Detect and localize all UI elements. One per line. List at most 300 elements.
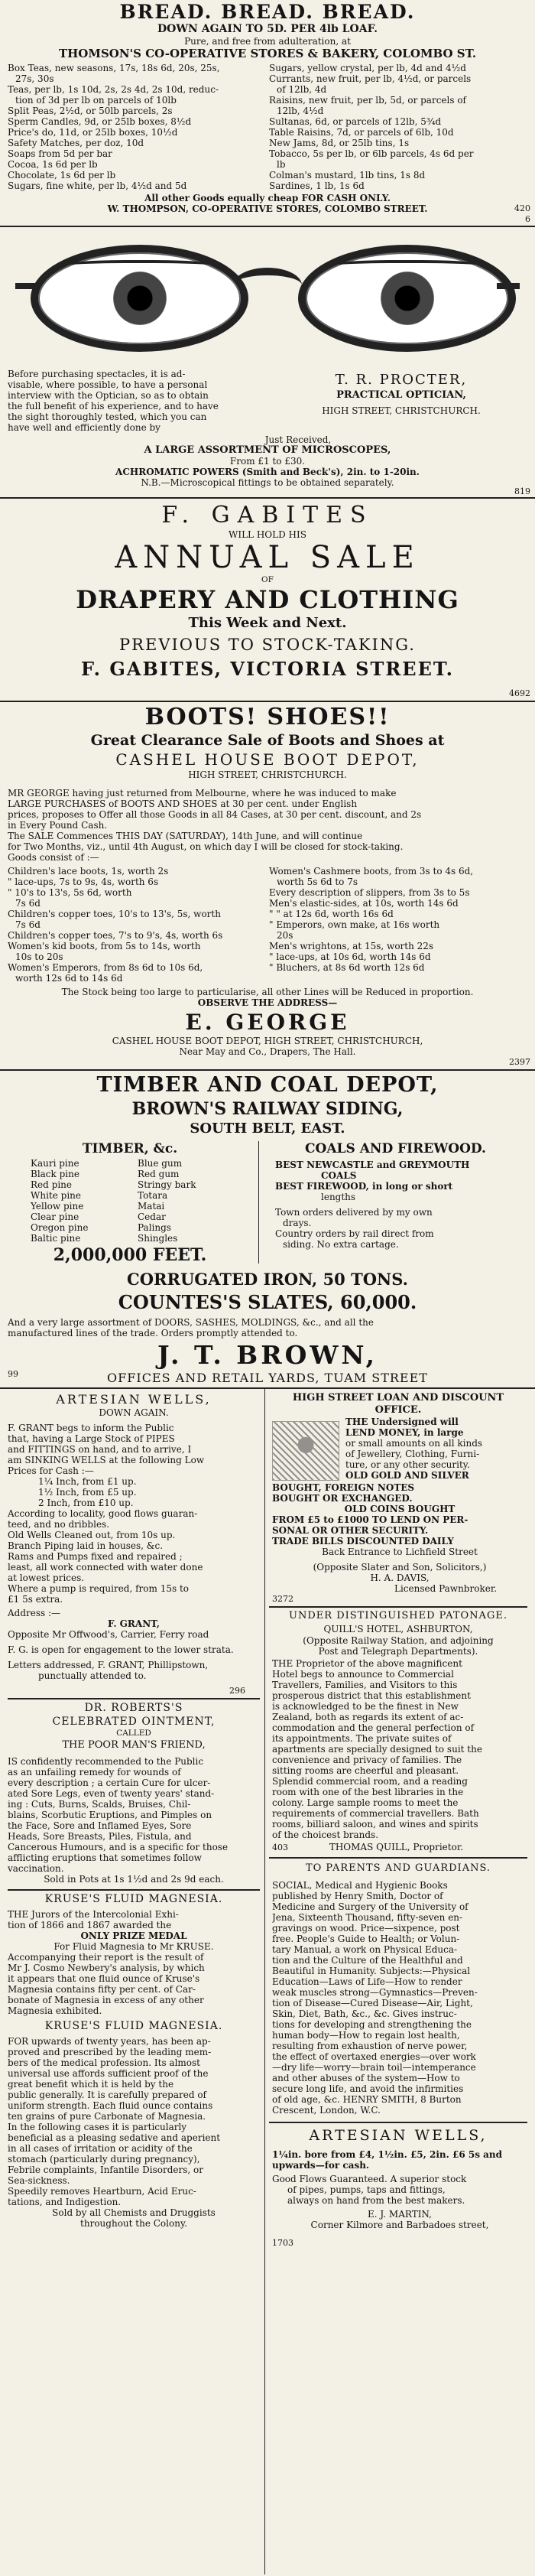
boots-address-2: Near May and Co., Drapers, The Hall. xyxy=(179,1046,356,1057)
text-line: am SINKING WELLS at the following Low xyxy=(8,1455,205,1465)
text-line: public generally. It is carefully prepared of xyxy=(8,2090,206,2100)
list-item: " Emperors, own make, at 16s worth xyxy=(269,919,440,930)
left-eye-icon xyxy=(31,245,248,352)
text-line: SOCIAL, Medical and Hygienic Books xyxy=(272,1880,448,1891)
boots-ref: 2397 xyxy=(509,1057,530,1067)
boots-right-list xyxy=(269,866,527,973)
text-line: Skin, Diet, Bath, &c., &c. Gives instruc- xyxy=(272,2008,457,2019)
list-item: Shingles xyxy=(138,1233,178,1244)
text-line: the effect of overtaxed energies—over work xyxy=(272,2051,476,2062)
text-line: bonate of Magnesia in excess of any other xyxy=(8,1995,204,2005)
address-label: Address :— xyxy=(8,1608,61,1618)
text-line: 1½ Inch, from £5 up. xyxy=(38,1487,137,1498)
gabites-week: This Week and Next. xyxy=(188,614,347,631)
text-line: OLD GOLD AND SILVER xyxy=(345,1470,469,1481)
ointment-title-2: CELEBRATED OINTMENT, xyxy=(52,1716,216,1728)
text-line: Hotel begs to announce to Commercial xyxy=(272,1669,454,1680)
text-line: Where a pump is required, from 15s to xyxy=(8,1583,189,1594)
magnesia-title-2: KRUSE'S FLUID MAGNESIA. xyxy=(44,2020,223,2032)
gabites-of: OF xyxy=(261,575,274,584)
list-item: Men's wrightons, at 15s, worth 22s xyxy=(269,941,434,951)
hotel-sign: THOMAS QUILL, Proprietor. xyxy=(329,1842,464,1852)
timber-offices: OFFICES AND RETAIL YARDS, TUAM STREET xyxy=(107,1371,428,1385)
text-line: lengths xyxy=(321,1192,356,1202)
text-line: Splendid commercial room, and a reading xyxy=(272,1776,468,1787)
text-line: IS confidently recommended to the Public xyxy=(8,1756,204,1767)
bread-footer-store: W. THOMPSON, CO-OPERATIVE STORES, COLOMBO STREET. xyxy=(107,203,428,214)
bread-right-list xyxy=(269,63,527,191)
text-line: least, all work connected with water done xyxy=(8,1562,203,1573)
pawnbroker-emblem-icon xyxy=(272,1421,339,1481)
text-line: Accompanying their report is the result of xyxy=(8,1952,204,1963)
gabites-previous: PREVIOUS TO STOCK-TAKING. xyxy=(119,635,416,654)
hotel-loc-2: Post and Telegraph Departments). xyxy=(318,1646,478,1657)
list-item: Safety Matches, per doz, 10d xyxy=(8,138,144,148)
optician-name: T. R. PROCTER, xyxy=(335,372,468,388)
list-item: Palings xyxy=(138,1222,171,1233)
text-line: Medicine and Surgery of the University of xyxy=(272,1901,469,1912)
bread-ad xyxy=(8,2,527,60)
text-line: of Jewellery, Clothing, Furni- xyxy=(345,1449,480,1459)
text-line: tary Manual, a work on Physical Educa- xyxy=(272,1944,458,1955)
text-line: in all cases of irritation or acidity of the xyxy=(8,2143,193,2154)
text-line: it appears that one fluid ounce of Kruse's xyxy=(8,1973,200,1984)
text-line: as an unfailing remedy for wounds of xyxy=(8,1767,181,1778)
text-line: human body—How to regain lost health, xyxy=(272,2030,460,2041)
boots-sign xyxy=(8,1010,527,1057)
list-item: Table Raisins, 7d, or parcels of 6lb, 10d xyxy=(269,127,454,138)
divider xyxy=(0,1387,535,1389)
divider xyxy=(8,1889,260,1891)
parents-title: TO PARENTS AND GUARDIANS. xyxy=(305,1862,491,1874)
bread-ref: 420 xyxy=(514,203,530,213)
loan-header xyxy=(269,1392,527,1416)
list-item: Stringy bark xyxy=(138,1179,196,1190)
list-item: Currants, new fruit, per lb, 4½d, or parcels xyxy=(269,73,472,84)
loan-body-2 xyxy=(272,1482,527,1594)
right-temple-icon xyxy=(497,283,520,289)
text-line: ated Sore Legs, even of twenty years' stand- xyxy=(8,1788,215,1799)
text-line: COALS xyxy=(321,1170,357,1181)
list-item: Cedar xyxy=(138,1212,166,1222)
text-line: weak muscles strong—Gymnastics—Preven- xyxy=(272,1987,478,1998)
list-item: White pine xyxy=(31,1190,81,1201)
text-line: THE Undersigned will xyxy=(345,1416,459,1427)
text-line: and FITTINGS on hand, and to arrive, I xyxy=(8,1444,192,1455)
text-line: tion of 1866 and 1867 awarded the xyxy=(8,1920,172,1930)
microscope-range: From £1 to £30. xyxy=(229,456,306,467)
boots-header: BOOTS! SHOES!! xyxy=(144,704,391,730)
text-line: F. GRANT begs to inform the Public xyxy=(8,1423,174,1433)
text-line: Beautiful in Humanity. Subjects:—Physical xyxy=(272,1966,471,1976)
spectacles-illustration xyxy=(15,229,520,363)
achromatic-powers: ACHROMATIC POWERS (Smith and Beck's), 2in. to 1-20in. xyxy=(115,467,420,477)
text-line: of old age, &c. HENRY SMITH, 8 Burton xyxy=(272,2094,462,2105)
text-line: Sold in Pots at 1s 1½d and 2s 9d each. xyxy=(44,1874,224,1885)
text-line: Heads, Sore Breasts, Piles, Fistula, and xyxy=(8,1831,192,1842)
timber-name: J. T. BROWN, xyxy=(157,1340,378,1370)
hotel-loc: (Opposite Railway Station, and adjoining xyxy=(303,1635,494,1646)
text-line: Town orders delivered by my own xyxy=(275,1207,433,1218)
boots-sub: Great Clearance Sale of Boots and Shoes at xyxy=(90,732,445,749)
text-line: Branch Piping laid in houses, &c. xyxy=(8,1540,164,1551)
text-line: the Face, Sore and Inflamed Eyes, Sore xyxy=(8,1820,192,1831)
text-line: manufactured lines of the trade. Orders promptly attended to. xyxy=(8,1328,298,1338)
optician-left-text xyxy=(8,369,268,433)
boots-intro xyxy=(8,788,527,863)
text-line: LARGE PURCHASES of BOOTS AND SHOES at 30 per cent. under English xyxy=(8,798,358,809)
list-item: Totara xyxy=(138,1190,168,1201)
text-line: Sold by all Chemists and Druggists xyxy=(52,2207,216,2218)
bread-subheader: DOWN AGAIN TO 5D. PER 4lb LOAF. xyxy=(157,23,378,35)
boots-depot: CASHEL HOUSE BOOT DEPOT, xyxy=(115,750,420,769)
text-line: ture, or any other security. xyxy=(345,1459,470,1470)
hotel-sign-row xyxy=(272,1842,527,1853)
text-line: that, having a Large Stock of PIPES xyxy=(8,1433,175,1444)
text-line: LEND MONEY, in large xyxy=(345,1427,464,1438)
text-line: BEST NEWCASTLE and GREYMOUTH xyxy=(275,1160,470,1170)
text-line: 1¼ Inch, from £1 up. xyxy=(38,1476,137,1487)
text-line: drays. xyxy=(283,1218,312,1228)
bread-ref-2: 6 xyxy=(525,214,530,224)
wells-letters-2: punctually attended to. xyxy=(38,1670,147,1681)
boots-loc: HIGH STREET, CHRISTCHURCH. xyxy=(188,769,347,780)
text-line: universal use affords sufficient proof of the xyxy=(8,2068,209,2079)
list-item: Red gum xyxy=(138,1169,180,1179)
loan-title: HIGH STREET LOAN AND DISCOUNT xyxy=(292,1392,504,1403)
text-line: And a very large assortment of DOORS, SASHES, MOLDINGS, &c., and all the xyxy=(8,1317,374,1328)
divider xyxy=(0,1069,535,1071)
text-line: H. A. DAVIS, xyxy=(370,1573,430,1583)
list-item: 12lb, 4½d xyxy=(277,106,324,116)
text-line: Travellers, Families, and Visitors to this xyxy=(272,1680,458,1690)
text-line: THE Proprietor of the above magnificent xyxy=(272,1658,462,1669)
text-line: siding. No extra cartage. xyxy=(283,1239,399,1250)
list-item: New Jams, 8d, or 25lb tins, 1s xyxy=(269,138,410,148)
timber-stock xyxy=(8,1317,527,1338)
list-item: " Bluchers, at 8s 6d worth 12s 6d xyxy=(269,962,425,973)
text-line: vaccination. xyxy=(8,1863,64,1874)
text-line: TRADE BILLS DISCOUNTED DAILY xyxy=(272,1536,454,1547)
wells-left-body xyxy=(8,1423,260,1605)
coals-title: COALS AND FIREWOOD. xyxy=(305,1141,486,1156)
ointment-friend: THE POOR MAN'S FRIEND, xyxy=(62,1738,206,1751)
text-line: Good Flows Guaranteed. A superior stock xyxy=(272,2174,467,2184)
gabites-ad xyxy=(8,502,527,681)
list-item: tion of 3d per lb on parcels of 10lb xyxy=(15,95,177,106)
wells-right-title: ARTESIAN WELLS, xyxy=(309,2127,488,2144)
left-temple-icon xyxy=(15,283,38,289)
gabites-footer: F. GABITES, VICTORIA STREET. xyxy=(80,657,454,680)
gabites-drapery: DRAPERY AND CLOTHING xyxy=(76,584,459,614)
list-item: Soaps from 5d per bar xyxy=(8,148,112,159)
list-item: of 12lb, 4d xyxy=(277,84,327,95)
text-line: 2 Inch, from £10 up. xyxy=(38,1498,134,1508)
boots-name: E. GEORGE xyxy=(185,1010,350,1035)
gabites-ref: 4692 xyxy=(509,688,530,698)
text-line: Country orders by rail direct from xyxy=(275,1228,434,1239)
wells-address xyxy=(8,1608,260,1681)
text-line: great benefit which it is held by the xyxy=(8,2079,174,2090)
wells-title: ARTESIAN WELLS, xyxy=(56,1392,212,1407)
text-line: (Opposite Slater and Son, Solicitors,) xyxy=(313,1562,487,1573)
list-item: Children's lace boots, 1s, worth 2s xyxy=(8,866,169,877)
text-line: MR GEORGE having just returned from Melbourne, where he was induced to make xyxy=(8,788,397,798)
list-item: Oregon pine xyxy=(31,1222,89,1233)
timber-slates: COUNTES'S SLATES, 60,000. xyxy=(118,1291,417,1313)
list-item: Sperm Candles, 9d, or 25lb boxes, 8½d xyxy=(8,116,192,127)
wells-right-name: E. J. MARTIN, xyxy=(368,2209,432,2220)
wells-ref: 296 xyxy=(229,1686,245,1696)
text-line: the full benefit of his experience, and to have xyxy=(8,401,219,411)
list-item: Red pine xyxy=(31,1179,72,1190)
microscope-assortment: A LARGE ASSORTMENT OF MICROSCOPES, xyxy=(144,444,391,456)
text-line: in Every Pound Cash. xyxy=(8,820,108,831)
wells-right-ref: 1703 xyxy=(272,2238,293,2248)
text-line: Crescent, London, W.C. xyxy=(272,2105,381,2116)
text-line: its appointments. The private suites of xyxy=(272,1733,452,1744)
text-line: free. People's Guide to Health; or Volun- xyxy=(272,1934,460,1944)
timber-ad xyxy=(8,1072,527,1138)
right-eye-icon xyxy=(298,245,516,352)
optician-address: HIGH STREET, CHRISTCHURCH. xyxy=(322,405,481,416)
hotel-header xyxy=(269,1609,527,1657)
wells-note: F. G. is open for engagement to the lower strata. xyxy=(8,1644,234,1655)
text-line: THE Jurors of the Intercolonial Exhi- xyxy=(8,1909,179,1920)
timber-title: TIMBER, &c. xyxy=(82,1141,178,1156)
list-item: 27s, 30s xyxy=(15,73,54,84)
boots-close-line: The Stock being too large to particularise, all other Lines will be Reduced in proportion. xyxy=(61,987,474,997)
text-line: Mr J. Cosmo Newbery's analysis, by which xyxy=(8,1963,205,1973)
list-item: " 10's to 13's, 5s 6d, worth xyxy=(8,887,132,898)
text-line: gravings on wood. Price—sixpence, post xyxy=(272,1923,460,1934)
list-item: Price's do, 11d, or 25lb boxes, 10½d xyxy=(8,127,178,138)
timber-header: TIMBER AND COAL DEPOT, xyxy=(96,1073,439,1097)
list-item: Black pine xyxy=(31,1169,79,1179)
gabites-annual-sale: ANNUAL SALE xyxy=(115,540,420,575)
timber-left-list xyxy=(31,1158,138,1244)
text-line: upwards—for cash. xyxy=(272,2160,370,2171)
divider xyxy=(8,1698,260,1699)
coals-list xyxy=(275,1160,520,1250)
list-item: Chocolate, 1s 6d per lb xyxy=(8,170,116,181)
hotel-ref: 403 xyxy=(272,1843,288,1852)
text-line: beneficial as a pleasing sedative and aperient xyxy=(8,2132,221,2143)
timber-right-list xyxy=(138,1158,245,1244)
text-line: requirements of commercial travellers. Bath xyxy=(272,1808,479,1819)
divider xyxy=(0,226,535,227)
optician-ref: 819 xyxy=(514,486,530,496)
boots-close xyxy=(8,987,527,1008)
text-line: Magnesia exhibited. xyxy=(8,2005,102,2016)
text-line: ing : Cuts, Burns, Scalds, Bruises, Chil- xyxy=(8,1799,191,1810)
text-line: published by Henry Smith, Doctor of xyxy=(272,1891,443,1901)
divider xyxy=(269,2122,527,2123)
text-line: Speedily removes Heartburn, Acid Eruc- xyxy=(8,2186,196,2197)
text-line: is acknowledged to be the finest in New xyxy=(272,1701,459,1712)
text-line: tion of Disease—Cured Disease—Air, Light, xyxy=(272,1998,473,2008)
list-item: Blue gum xyxy=(138,1158,183,1169)
text-line: visable, where possible, to have a personal xyxy=(8,379,208,390)
wells-left-header xyxy=(8,1392,260,1418)
text-line: tion and the Culture of the Healthful and xyxy=(272,1955,463,1966)
list-item: Colman's mustard, 1lb tins, 1s 8d xyxy=(269,170,426,181)
bread-store: THOMSON'S CO-OPERATIVE STORES & BAKERY, COLOMBO ST. xyxy=(58,47,477,60)
list-item: Children's copper toes, 10's to 13's, 5s, worth xyxy=(8,909,221,919)
optician-title: PRACTICAL OPTICIAN, xyxy=(336,389,466,401)
ointment-body xyxy=(8,1756,260,1885)
text-line: convenience and privacy of families. The xyxy=(272,1755,462,1765)
text-line: throughout the Colony. xyxy=(80,2218,187,2229)
list-item: Sardines, 1 lb, 1s 6d xyxy=(269,181,365,191)
list-item: 20s xyxy=(277,930,293,941)
divider xyxy=(0,701,535,702)
text-line: BEST FIREWOOD, in long or short xyxy=(275,1181,453,1192)
text-line: apartments are specially designed to suit the xyxy=(272,1744,482,1755)
text-line: Rams and Pumps fixed and repaired ; xyxy=(8,1551,183,1562)
text-line: prices, proposes to Offer all those Goods in all 84 Cases, at 30 per cent. discount, and 2s xyxy=(8,809,422,820)
text-line: For Fluid Magnesia to Mr KRUSE. xyxy=(54,1941,214,1952)
boots-ad xyxy=(8,704,527,780)
list-item: " lace-ups, 7s to 9s, 4s, worth 6s xyxy=(8,877,159,887)
list-item: Sugars, yellow crystal, per lb, 4d and 4½d xyxy=(269,63,466,73)
parents-body xyxy=(272,1880,527,2116)
divider xyxy=(269,1606,527,1608)
text-line: blains, Scorbutic Eruptions, and Pimples on xyxy=(8,1810,212,1820)
bread-tag: Pure, and free from adulteration, at xyxy=(184,36,351,47)
column-divider xyxy=(264,1389,265,2574)
text-line: Magnesia contains fifty per cent. of Car- xyxy=(8,1984,196,1995)
text-line: Zealand, both as regards its extent of ac- xyxy=(272,1712,464,1722)
wells-right-loc: Corner Kilmore and Barbadoes street, xyxy=(310,2220,489,2230)
hotel-body xyxy=(272,1658,527,1840)
text-line: every description ; a certain Cure for ulcer- xyxy=(8,1778,211,1788)
ointment-called: CALLED xyxy=(116,1729,151,1738)
bread-footer-line: All other Goods equally cheap FOR CASH ONLY. xyxy=(144,193,391,203)
text-line: FROM £5 to £1000 TO LEND ON PER- xyxy=(272,1514,469,1525)
bread-left-list xyxy=(8,63,261,191)
text-line: prosperous district that this establishment xyxy=(272,1690,471,1701)
text-line: rooms, billiard saloon, and wines and spirits xyxy=(272,1819,478,1830)
magnesia-body-2 xyxy=(8,2036,260,2229)
list-item: Cocoa, 1s 6d per lb xyxy=(8,159,98,170)
list-item: lb xyxy=(277,159,286,170)
timber-vertical-rule xyxy=(258,1141,259,1264)
list-item: 7s 6d xyxy=(15,919,41,930)
list-item: Baltic pine xyxy=(31,1233,81,1244)
list-item: Every description of slippers, from 3s to 5s xyxy=(269,887,470,898)
timber-sign xyxy=(8,1340,527,1386)
list-item: Kauri pine xyxy=(31,1158,79,1169)
list-item: Women's Cashmere boots, from 3s to 4s 6d, xyxy=(269,866,474,877)
optician-note: N.B.—Microscopical fittings to be obtained separately. xyxy=(141,477,394,488)
text-line: tations, and Indigestion. xyxy=(8,2197,122,2207)
timber-ref: 99 xyxy=(8,1369,18,1379)
text-line: stomach (particularly during pregnancy), xyxy=(8,2154,200,2165)
boots-left-list xyxy=(8,866,264,984)
text-line: Back Entrance to Lichfield Street xyxy=(322,1547,478,1557)
text-line: proved and prescribed by the leading mem- xyxy=(8,2047,212,2057)
list-item: Clear pine xyxy=(31,1212,79,1222)
text-line: for Two Months, viz., until 4th August, on which day I will be closed for stock-taking. xyxy=(8,841,404,852)
text-line: teed, and no dribbles. xyxy=(8,1519,110,1530)
text-line: Education—Laws of Life—How to render xyxy=(272,1976,462,1987)
text-line: at lowest prices. xyxy=(8,1573,85,1583)
gabites-will-hold: WILL HOLD HIS xyxy=(229,529,306,540)
text-line: tions for developing and strengthening the xyxy=(272,2019,472,2030)
wells-letters: Letters addressed, F. GRANT, Phillipstown, xyxy=(8,1660,209,1670)
list-item: Split Peas, 2½d, or 50lb parcels, 2s xyxy=(8,106,173,116)
divider xyxy=(0,497,535,499)
text-line: Old Wells Cleaned out, from 10s up. xyxy=(8,1530,176,1540)
text-line: In the following cases it is particularly xyxy=(8,2122,187,2132)
text-line: Licensed Pawnbroker. xyxy=(394,1583,498,1594)
timber-sub-2: SOUTH BELT, EAST. xyxy=(190,1120,345,1137)
list-item: Men's elastic-sides, at 10s, worth 14s 6d xyxy=(269,898,459,909)
timber-quantity: 2,000,000 FEET. xyxy=(53,1245,207,1265)
text-line: FOR upwards of twenty years, has been ap- xyxy=(8,2036,211,2047)
loan-body xyxy=(345,1416,527,1481)
timber-sub: BROWN'S RAILWAY SIDING, xyxy=(131,1099,404,1119)
text-line: SONAL OR OTHER SECURITY. xyxy=(272,1525,429,1536)
loan-title-2: OFFICE. xyxy=(374,1404,422,1416)
text-line: —dry life—worry—brain toil—intemperance xyxy=(272,2062,476,2073)
text-line: £1 5s extra. xyxy=(8,1594,63,1605)
text-line: The SALE Commences THIS DAY (SATURDAY), 14th June, and will continue xyxy=(8,831,363,841)
text-line: of pipes, pumps, taps and fittings, xyxy=(287,2184,446,2195)
boots-address: CASHEL HOUSE BOOT DEPOT, HIGH STREET, CHRISTCHURCH, xyxy=(112,1036,423,1046)
text-line: and other abuses of the system—How to xyxy=(272,2073,460,2083)
list-item: 7s 6d xyxy=(15,898,41,909)
boots-observe: OBSERVE THE ADDRESS— xyxy=(197,997,338,1008)
text-line: uniform strength. Each fluid ounce contains xyxy=(8,2100,213,2111)
list-item: Sugars, fine white, per lb, 4½d and 5d xyxy=(8,181,187,191)
list-item: Sultanas, 6d, or parcels of 12lb, 5¾d xyxy=(269,116,442,127)
list-item: Matai xyxy=(138,1201,165,1212)
text-line: or small amounts on all kinds xyxy=(345,1438,483,1449)
magnesia-body xyxy=(8,1909,260,2016)
text-line: bers of the medical profession. Its almost xyxy=(8,2057,200,2068)
text-line: interview with the Optician, so as to obtain xyxy=(8,390,209,401)
hotel-name: QUILL'S HOTEL, ASHBURTON, xyxy=(323,1624,473,1634)
text-line: Febrile complaints, Infantile Disorders, or xyxy=(8,2165,204,2175)
list-item: Children's copper toes, 7's to 9's, 4s, worth 6s xyxy=(8,930,223,941)
text-line: afflicting eruptions that sometimes follow xyxy=(8,1852,202,1863)
magnesia-title: KRUSE'S FLUID MAGNESIA. xyxy=(44,1893,223,1905)
list-item: Raisins, new fruit, per lb, 5d, or parcels of xyxy=(269,95,466,106)
list-item: Teas, per lb, 1s 10d, 2s, 2s 4d, 2s 10d, reduc- xyxy=(8,84,219,95)
divider xyxy=(269,1857,527,1859)
just-received: Just Received, xyxy=(264,434,332,445)
text-line: Sea-sickness. xyxy=(8,2175,70,2186)
text-line: room with one of the best libraries in the xyxy=(272,1787,464,1797)
text-line: According to locality, good flows guaran- xyxy=(8,1508,198,1519)
list-item: Women's kid boots, from 5s to 14s, worth xyxy=(8,941,201,951)
list-item: Women's Emperors, from 8s 6d to 10s 6d, xyxy=(8,962,203,973)
wells-right-body xyxy=(272,2149,527,2230)
text-line: Before purchasing spectacles, it is ad- xyxy=(8,369,186,379)
text-line: Cancerous Humours, and is a specific for those xyxy=(8,1842,229,1852)
ointment-header xyxy=(8,1701,260,1752)
bread-header: BREAD. BREAD. BREAD. xyxy=(119,1,416,23)
text-line: the sight thoroughly tested, which you can xyxy=(8,411,207,422)
text-line: resulting from exhaustion of nerve power, xyxy=(272,2041,468,2051)
microscope-block xyxy=(8,434,527,488)
text-line: of the choicest brands. xyxy=(272,1830,379,1840)
optician-name-block xyxy=(275,372,527,419)
text-line: BOUGHT OR EXCHANGED. xyxy=(272,1493,413,1504)
gabites-name: F. GABITES xyxy=(161,502,374,529)
